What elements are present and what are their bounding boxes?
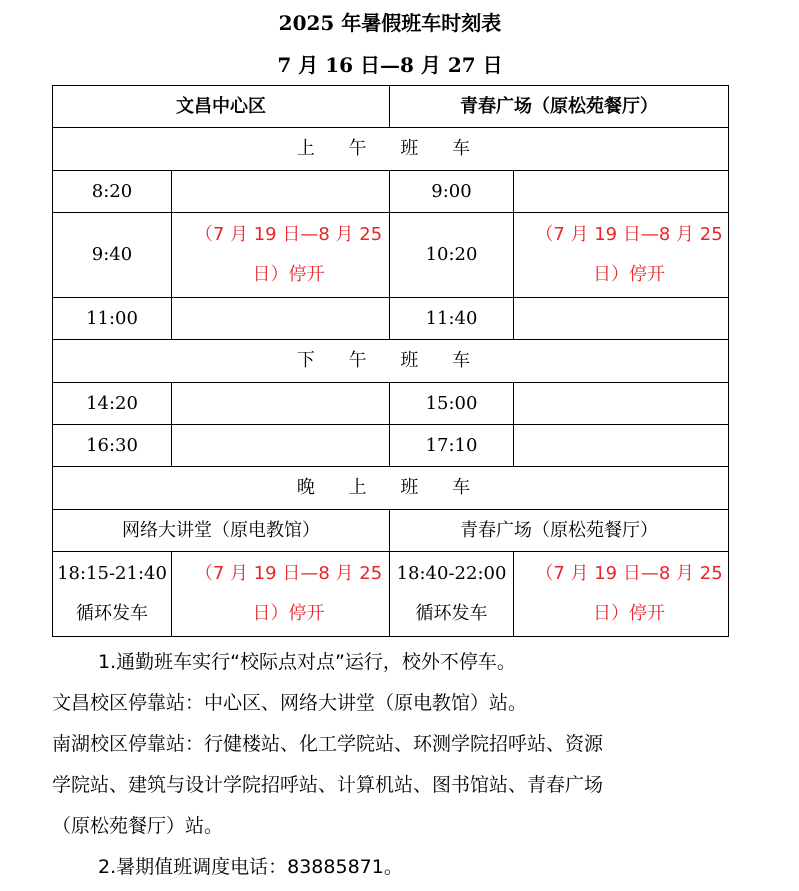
suspension-note (172, 213, 390, 298)
note-line: 日）停开 (593, 603, 665, 624)
note-cell (514, 298, 729, 340)
section-row (53, 467, 729, 510)
column-header-right: 青春广场（原松苑餐厅） (390, 86, 729, 128)
table-row (53, 298, 729, 340)
suspension-note (514, 213, 729, 298)
time-cell: 16:30 (53, 425, 172, 467)
note-line: 日）停开 (252, 264, 325, 285)
evening-place-left: 网络大讲堂（原电教馆） (53, 510, 390, 552)
note-line: （7 月 19 日—8 月 25 (535, 224, 723, 245)
notes-section (52, 642, 742, 888)
time-cell: 8:20 (53, 171, 172, 213)
column-header-left: 文昌中心区 (53, 86, 390, 128)
time-cell: 9:40 (53, 213, 172, 298)
time-range: 18:15-21:40 (57, 563, 167, 584)
note-nanhu-stops-line2: 学院站、建筑与设计学院招呼站、计算机站、图书馆站、青春广场 (52, 774, 604, 796)
table-row (53, 425, 729, 467)
time-range: 18:40-22:00 (396, 563, 507, 584)
suspension-note (514, 552, 729, 637)
note-line: （7 月 19 日—8 月 25 (194, 224, 383, 245)
table-row (53, 510, 729, 552)
page-title: 2025 年暑假班车时刻表 (278, 11, 502, 35)
note-line: 日）停开 (252, 603, 325, 624)
note-cell (172, 171, 390, 213)
header-row (53, 86, 729, 128)
section-row (53, 128, 729, 171)
table-row (53, 213, 729, 298)
note-cell (172, 298, 390, 340)
loop-label: 循环发车 (415, 603, 488, 624)
section-afternoon: 下 午 班 车 (53, 340, 729, 383)
note-line: （7 月 19 日—8 月 25 (535, 563, 723, 584)
loop-label: 循环发车 (76, 603, 148, 624)
time-cell: 10:20 (390, 213, 514, 298)
note-line: 日）停开 (593, 264, 665, 285)
note-cell (172, 425, 390, 467)
time-cell: 14:20 (53, 383, 172, 425)
note-cell (514, 425, 729, 467)
note-2: 2.暑期值班调度电话：83885871。 (98, 856, 403, 878)
time-cell: 11:40 (390, 298, 514, 340)
section-evening: 晚 上 班 车 (53, 467, 729, 510)
note-cell (514, 383, 729, 425)
time-cell: 17:10 (390, 425, 514, 467)
note-nanhu-stops-line1: 南湖校区停靠站：行健楼站、化工学院站、环测学院招呼站、资源 (52, 733, 604, 755)
time-cell: 11:00 (53, 298, 172, 340)
evening-place-right: 青春广场（原松苑餐厅） (390, 510, 729, 552)
date-range: 7 月 16 日—8 月 27 日 (277, 53, 503, 77)
table-row (53, 383, 729, 425)
table-row (53, 171, 729, 213)
note-line: （7 月 19 日—8 月 25 (194, 563, 383, 584)
note-wenchang-stops: 文昌校区停靠站：中心区、网络大讲堂（原电教馆）站。 (52, 692, 528, 714)
table-row (53, 552, 729, 637)
note-nanhu-stops-line3: （原松苑餐厅）站。 (52, 815, 224, 837)
section-morning: 上 午 班 车 (53, 128, 729, 171)
suspension-note (172, 552, 390, 637)
time-cell: 15:00 (390, 383, 514, 425)
time-cell: 9:00 (390, 171, 514, 213)
note-cell (514, 171, 729, 213)
note-cell (172, 383, 390, 425)
evening-time-right (390, 552, 514, 637)
section-row (53, 340, 729, 383)
schedule-table (52, 85, 729, 637)
evening-time-left (53, 552, 172, 637)
note-1: 1.通勤班车实行“校际点对点”运行，校外不停车。 (98, 651, 516, 673)
